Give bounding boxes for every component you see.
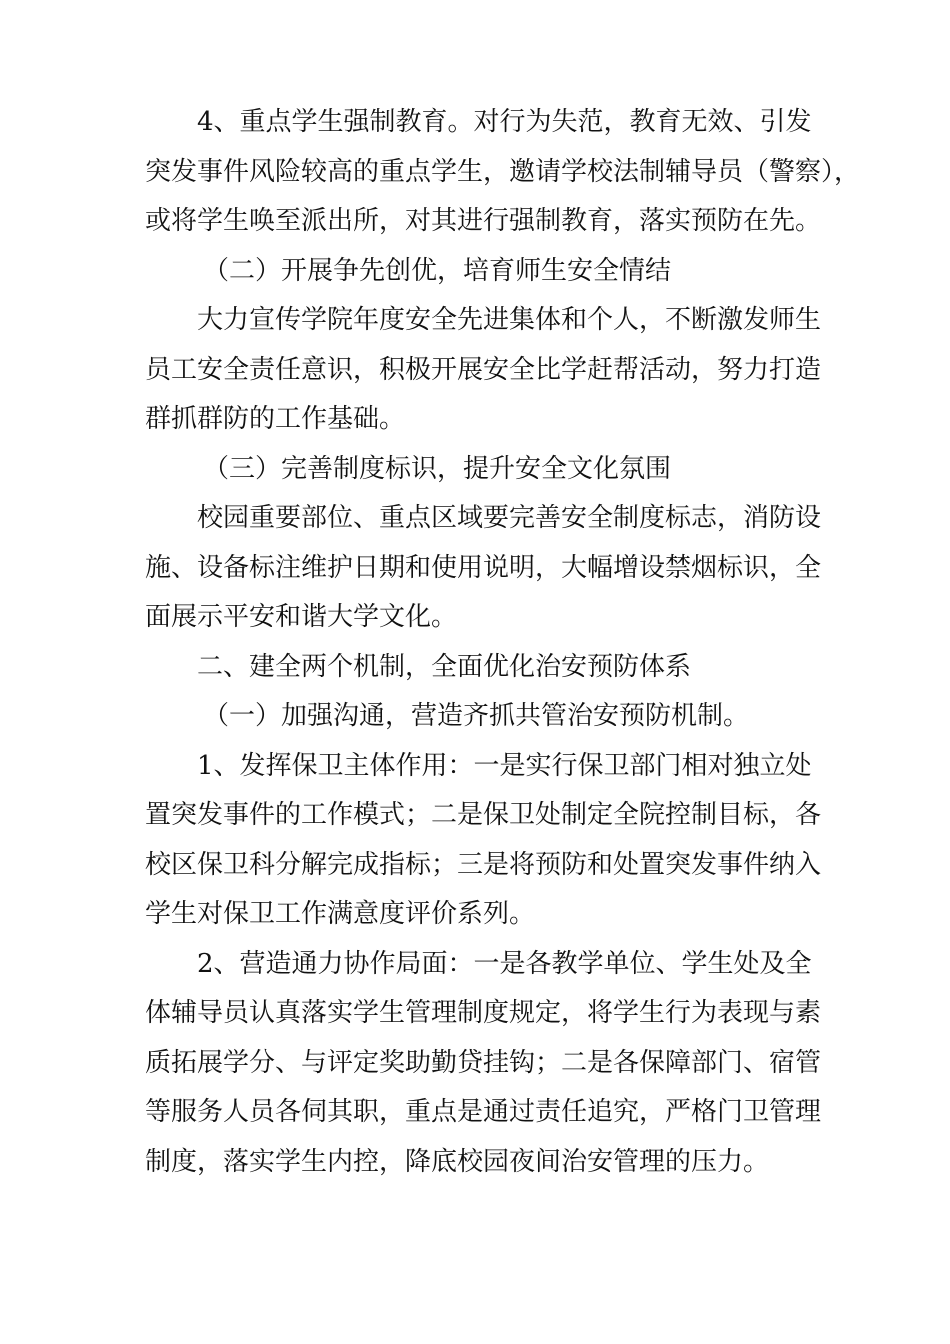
paragraph-line: 群抓群防的工作基础。	[145, 404, 406, 434]
paragraph-line: 大力宣传学院年度安全先进集体和个人，不断激发师生	[197, 305, 822, 335]
paragraph-line: 置突发事件的工作模式；二是保卫处制定全院控制目标，各	[145, 800, 822, 830]
paragraph-line: 施、设备标注维护日期和使用说明，大幅增设禁烟标识，全	[145, 552, 822, 583]
section-heading: 二、建全两个机制，全面优化治安预防体系	[197, 651, 692, 682]
document-body	[145, 98, 861, 1187]
section-heading: （二）开展争先创优，培育师生安全情结	[203, 255, 672, 286]
section-heading: （一）加强沟通，营造齐抓共管治安预防机制。	[203, 701, 750, 731]
paragraph-line: 员工安全责任意识，积极开展安全比学赶帮活动，努力打造	[145, 354, 822, 385]
paragraph-line: 1、发挥保卫主体作用：一是实行保卫部门相对独立处	[197, 750, 812, 781]
paragraph-line: 质拓展学分、与评定奖助勤贷挂钩；二是各保障部门、宿管	[145, 1047, 822, 1078]
paragraph-line: 突发事件风险较高的重点学生，邀请学校法制辅导员（警察），	[145, 156, 861, 187]
paragraph-line: 校园重要部位、重点区域要完善安全制度标志，消防设	[197, 503, 822, 533]
paragraph-line: 2、营造通力协作局面：一是各教学单位、学生处及全	[197, 948, 812, 979]
paragraph-line: 制度，落实学生内控，降底校园夜间治安管理的压力。	[145, 1146, 770, 1177]
paragraph-line: 面展示平安和谐大学文化。	[145, 602, 458, 632]
paragraph-line: 校区保卫科分解完成指标；三是将预防和处置突发事件纳入	[145, 849, 822, 880]
paragraph-line: 或将学生唤至派出所，对其进行强制教育，落实预防在先。	[145, 206, 822, 236]
paragraph-line: 等服务人员各伺其职，重点是通过责任追究，严格门卫管理	[145, 1097, 822, 1127]
paragraph-line: 学生对保卫工作满意度评价系列。	[145, 899, 536, 929]
paragraph-line: 4、重点学生强制教育。对行为失范，教育无效、引发	[197, 107, 812, 137]
section-heading: （三）完善制度标识，提升安全文化氛围	[203, 453, 672, 484]
paragraph-line: 体辅导员认真落实学生管理制度规定，将学生行为表现与素	[145, 998, 822, 1028]
